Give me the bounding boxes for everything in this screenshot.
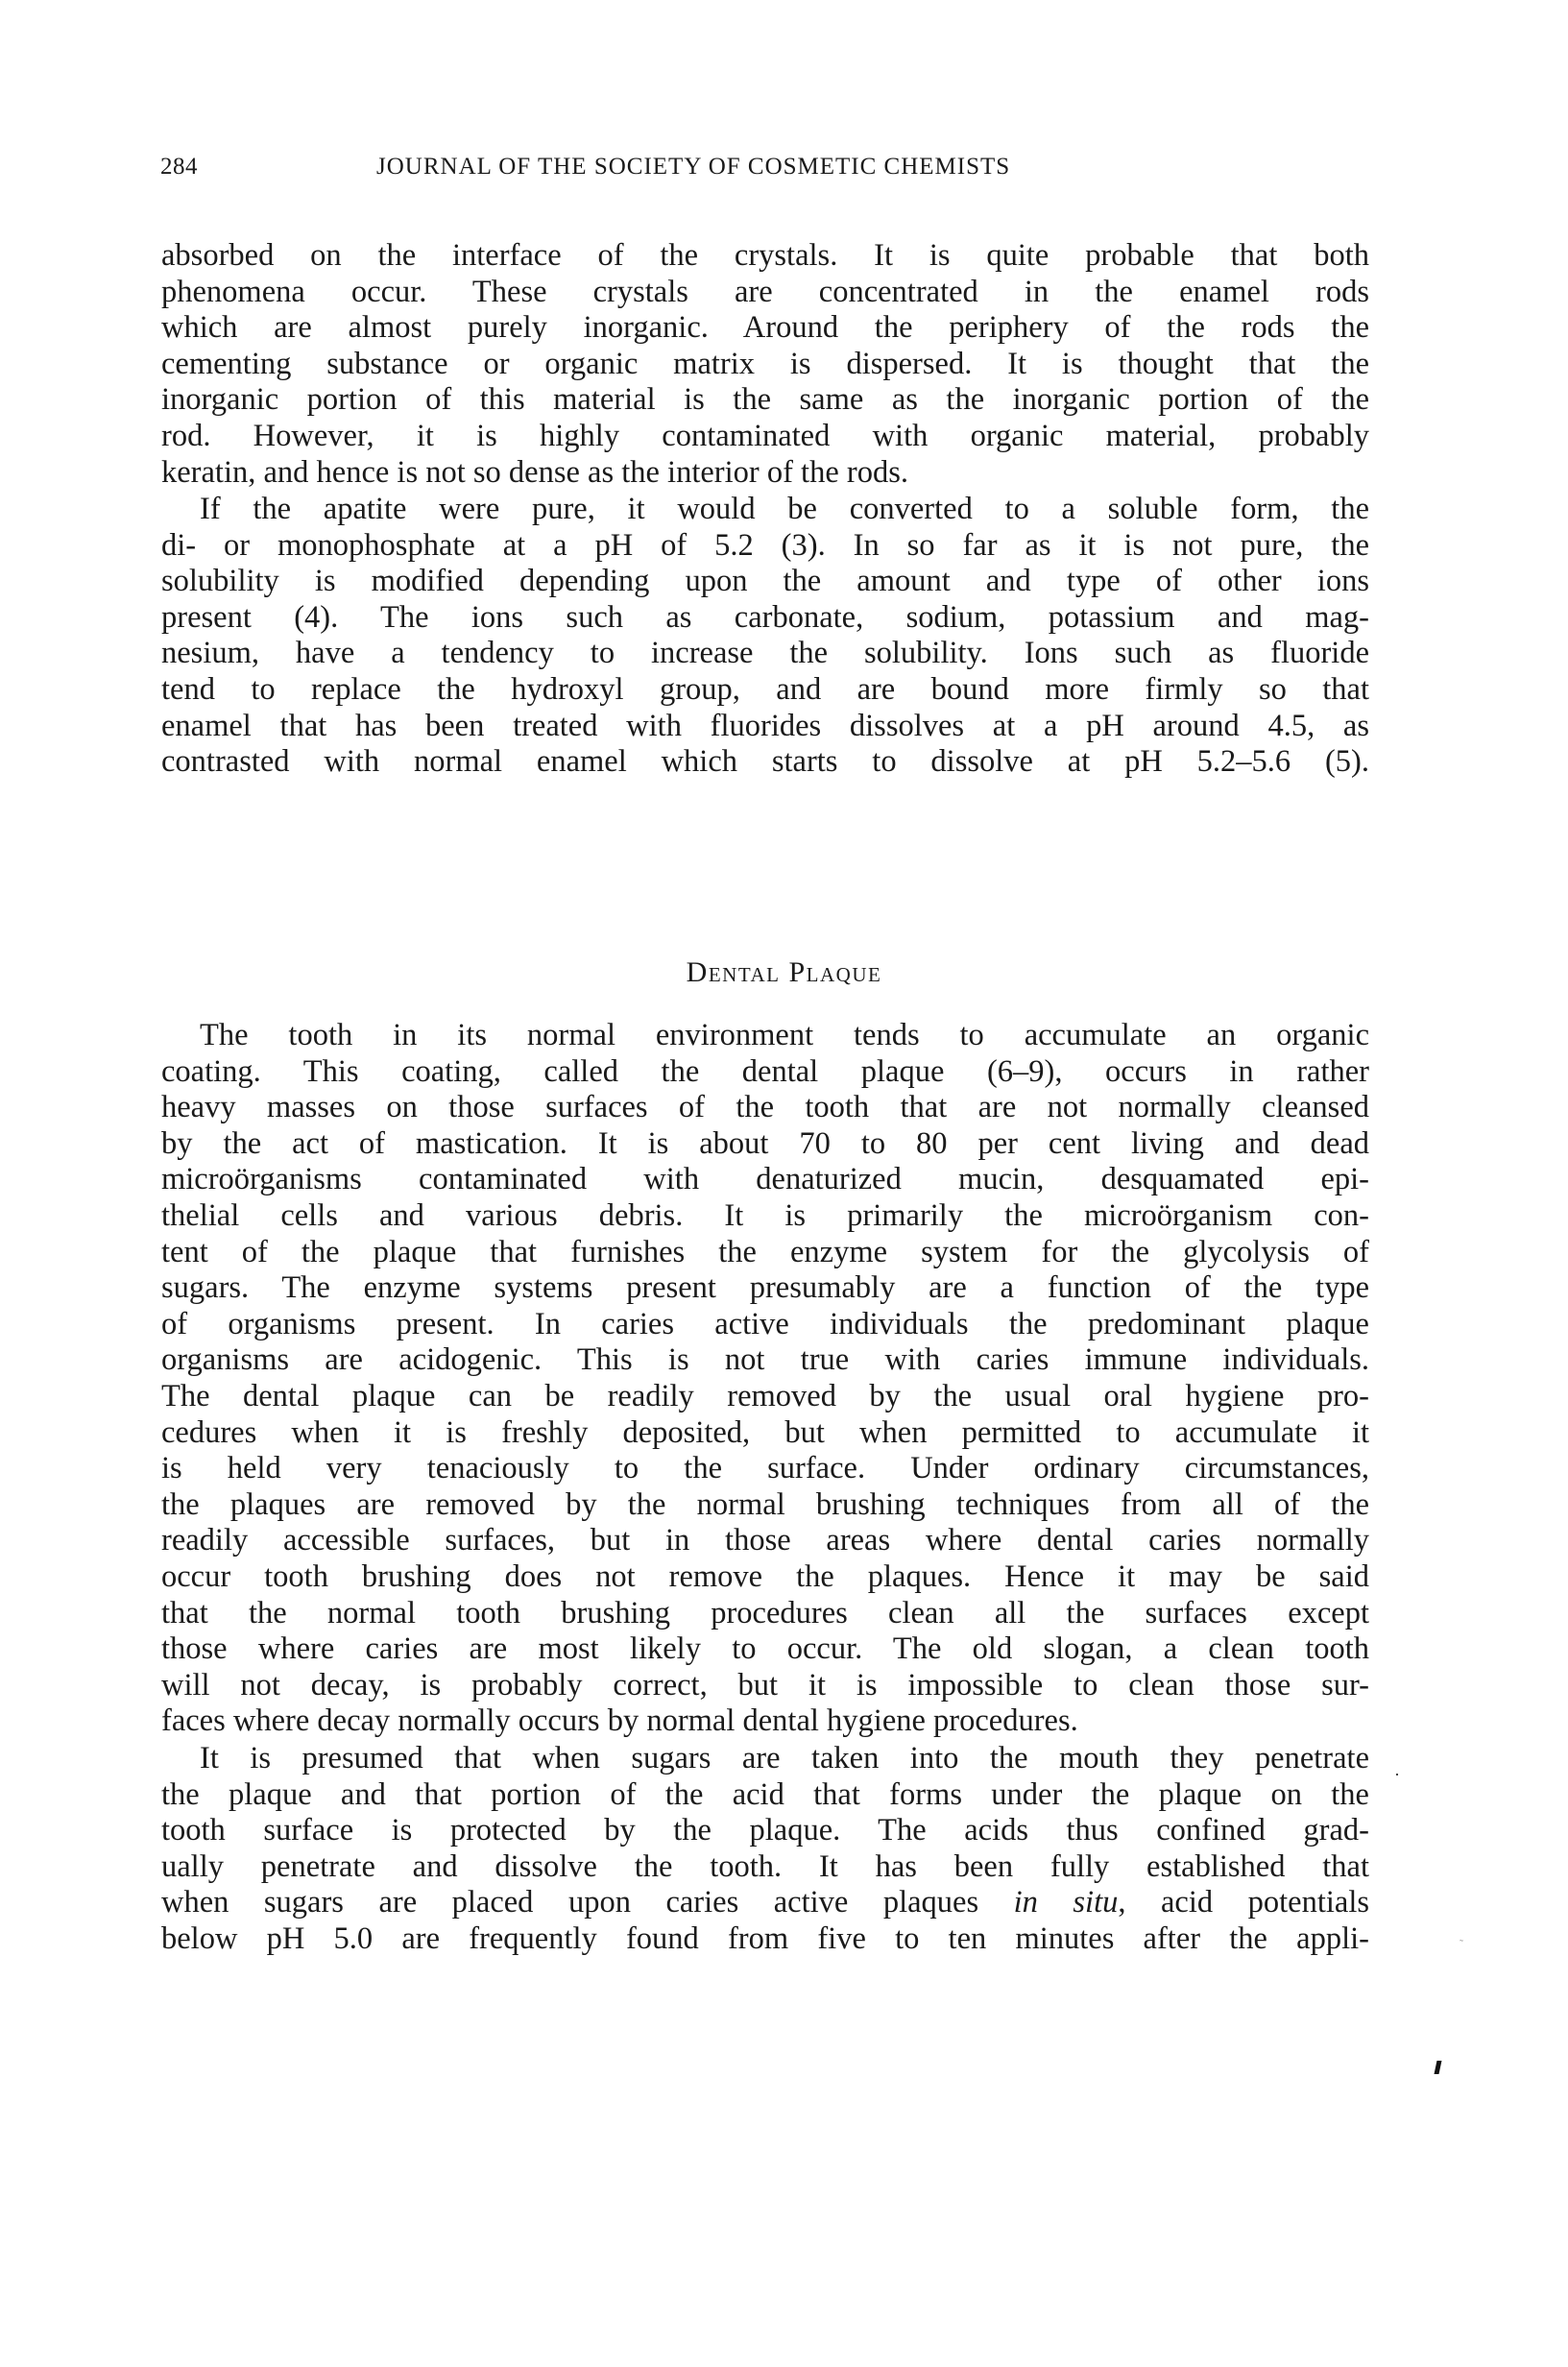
running-header <box>160 154 1370 182</box>
text-line: contrasted with normal enamel which starts to dissolve at pH 5.2–5.6 (5). <box>161 744 1369 780</box>
text-line: keratin, and hence is not so dense as the interior of the rods. <box>161 454 908 490</box>
text-line: will not decay, is probably correct, but it is impossible to clean those sur- <box>161 1667 1369 1703</box>
text-line: nesium, have a tendency to increase the solubility. Ions such as fluoride <box>161 636 1369 671</box>
text-line: those where caries are most likely to occur. The old slogan, a clean tooth <box>161 1631 1369 1667</box>
section-heading: Dental Plaque <box>686 956 882 988</box>
text-line: heavy masses on those surfaces of the tooth that are not normally cleansed <box>161 1090 1369 1125</box>
text-line: enamel that has been treated with fluorides dissolves at a pH around 4.5, as <box>161 708 1369 743</box>
text-line: occur tooth brushing does not remove the plaques. Hence it may be said <box>161 1558 1369 1594</box>
text-line: ually penetrate and dissolve the tooth. It has been fully established that <box>161 1848 1369 1884</box>
text-line: The dental plaque can be readily removed by the usual oral hygiene pro- <box>161 1378 1369 1413</box>
italic-term: in situ <box>1013 1885 1119 1920</box>
text-line: by the act of mastication. It is about 70 to 80 per cent living and dead <box>161 1125 1369 1161</box>
text-line: present (4). The ions such as carbonate, sodium, potassium and mag- <box>161 599 1369 635</box>
text-line: sugars. The enzyme systems present presumably are a function of the type <box>161 1270 1369 1306</box>
text-line: absorbed on the interface of the crystals. It is quite probable that both <box>161 238 1369 273</box>
text-line: of organisms present. In caries active individuals the predominant plaque <box>161 1306 1369 1341</box>
text-segment: when sugars are placed upon caries active plaques <box>161 1885 1014 1920</box>
text-line: cementing substance or organic matrix is dispersed. It is thought that the <box>161 346 1369 381</box>
text-segment: , acid potentials <box>1118 1885 1369 1920</box>
paragraph-2 <box>161 492 1369 781</box>
margin-tilde-mark: ˜ <box>1459 1937 1463 1950</box>
text-line: below pH 5.0 are frequently found from five to ten minutes after the appli- <box>161 1920 1369 1956</box>
text-line: faces where decay normally occurs by normal dental hygiene procedures. <box>161 1703 1078 1739</box>
text-line: solubility is modified depending upon the amount and type of other ions <box>161 564 1369 599</box>
text-line: rod. However, it is highly contaminated with organic material, probably <box>161 418 1369 453</box>
text-line: coating. This coating, called the dental plaque (6–9), occurs in rather <box>161 1053 1369 1089</box>
text-line: It is presumed that when sugars are taken into the mouth they penetrate <box>200 1741 1369 1775</box>
paragraph-4 <box>161 1741 1369 1958</box>
text-line: the plaque and that portion of the acid that forms under the plaque on the <box>161 1776 1369 1812</box>
text-line: inorganic portion of this material is the same as the inorganic portion of the <box>161 382 1369 418</box>
paragraph-1 <box>161 238 1369 491</box>
text-line: readily accessible surfaces, but in those areas where dental caries normally <box>161 1523 1369 1558</box>
text-line: di- or monophosphate at a pH of 5.2 (3). In so far as it is not pure, the <box>161 527 1369 563</box>
text-line: organisms are acidogenic. This is not true with caries immune individuals. <box>161 1342 1369 1378</box>
text-line-with-italic <box>161 1885 1369 1921</box>
margin-dot-mark: · <box>1394 1765 1400 1784</box>
text-line: the plaques are removed by the normal brushing techniques from all of the <box>161 1486 1369 1522</box>
text-line: tent of the plaque that furnishes the enzyme system for the glycolysis of <box>161 1234 1369 1269</box>
margin-ink-mark <box>1435 2061 1442 2074</box>
text-line: The tooth in its normal environment tends to accumulate an organic <box>200 1018 1369 1052</box>
text-line: that the normal tooth brushing procedures clean all the surfaces except <box>161 1595 1369 1630</box>
text-line: If the apatite were pure, it would be converted to a soluble form, the <box>200 492 1369 526</box>
text-line: is held very tenaciously to the surface. Under ordinary circumstances, <box>161 1451 1369 1486</box>
text-line: thelial cells and various debris. It is primarily the microörganism con- <box>161 1197 1369 1233</box>
text-line: phenomena occur. These crystals are concentrated in the enamel rods <box>161 274 1369 309</box>
page-number: 284 <box>160 154 198 180</box>
text-line: tend to replace the hydroxyl group, and are bound more firmly so that <box>161 671 1369 707</box>
text-line: cedures when it is freshly deposited, but when permitted to accumulate it <box>161 1414 1369 1450</box>
paragraph-3 <box>161 1018 1369 1740</box>
text-line: which are almost purely inorganic. Around the periphery of the rods the <box>161 310 1369 346</box>
journal-title: JOURNAL OF THE SOCIETY OF COSMETIC CHEMISTS <box>376 154 1011 180</box>
text-line: tooth surface is protected by the plaque. The acids thus confined grad- <box>161 1813 1369 1848</box>
text-line: microörganisms contaminated with denaturized mucin, desquamated epi- <box>161 1162 1369 1197</box>
